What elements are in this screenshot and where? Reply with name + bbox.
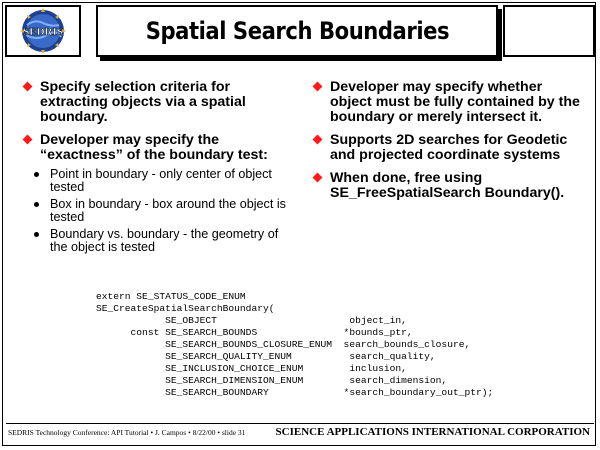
- diamond-bullet-icon: [313, 82, 323, 92]
- sub-bullet-item: [22, 168, 292, 193]
- title-box: [96, 5, 498, 57]
- bullet-text: Supports 2D searches for Geodetic and projected coordinate systems: [330, 132, 568, 163]
- diamond-bullet-icon: [23, 135, 33, 145]
- footer-divider: [6, 423, 594, 424]
- logo-text: SEDRIS: [23, 26, 63, 38]
- sub-bullet-item: [22, 228, 292, 253]
- bullet-item: [312, 80, 582, 125]
- bullet-item: [22, 133, 292, 163]
- bullet-item: [22, 80, 292, 125]
- dot-bullet-icon: [34, 202, 39, 207]
- sub-bullet-text: Boundary vs. boundary - the geometry of the object is tested: [50, 227, 279, 254]
- page-title: Spatial Search Boundaries: [145, 17, 449, 45]
- bullet-item: [312, 171, 582, 201]
- bullet-text: Developer may specify the “exactness” of the boundary test:: [40, 132, 268, 163]
- left-column: [22, 80, 292, 258]
- sub-bullet-text: Point in boundary - only center of object tested: [50, 167, 272, 194]
- footer-company: SCIENCE APPLICATIONS INTERNATIONAL CORPORATION: [275, 426, 590, 438]
- right-decor-box: [503, 5, 595, 57]
- sub-bullet-item: [22, 198, 292, 223]
- dot-bullet-icon: [34, 172, 39, 177]
- diamond-bullet-icon: [313, 135, 323, 145]
- diamond-bullet-icon: [23, 82, 33, 92]
- bullet-text: Specify selection criteria for extracting objects via a spatial boundary.: [40, 79, 246, 125]
- footer-credits: SEDRIS Technology Conference: API Tutorial • J. Campos • 8/22/00 • slide 31: [8, 428, 246, 437]
- right-column: [312, 80, 582, 209]
- dot-bullet-icon: [34, 232, 39, 237]
- sedris-logo-icon: [7, 7, 79, 55]
- bullet-item: [312, 133, 582, 163]
- bullet-text: Developer may specify whether object must be fully contained by the boundary or merely intersect it.: [330, 79, 580, 125]
- sub-bullet-text: Box in boundary - box around the object is tested: [50, 197, 286, 224]
- diamond-bullet-icon: [313, 173, 323, 183]
- code-snippet: extern SE_STATUS_CODE_ENUM SE_CreateSpatialSearchBoundary( SE_OBJECT object_in, const SE_SEARCH_BOUNDS *bounds_ptr, SE_SEARCH_BOUNDS_CLOSURE_ENUM search_bounds_closure, SE_SEARCH_QUALITY_ENUM search_quality, SE_INCLUSION_CHOICE_ENUM inclusion, SE_SEARCH_DIMENSION_ENUM search_dimension, SE_SEARCH_BOUNDARY *search_boundary_out_ptr);: [96, 291, 494, 398]
- logo-box: [5, 5, 81, 57]
- bullet-text: When done, free using SE_FreeSpatialSearch Boundary().: [330, 170, 565, 201]
